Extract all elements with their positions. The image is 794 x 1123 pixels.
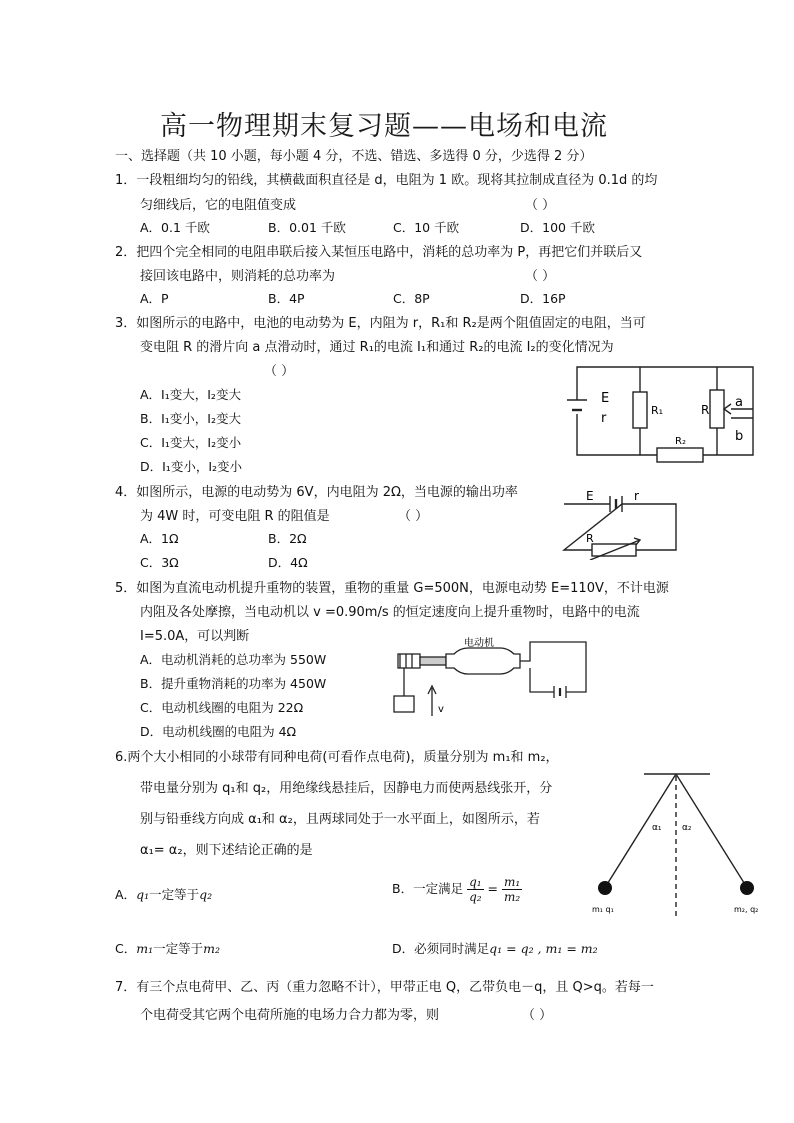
q5-option-b: B．提升重物消耗的功率为 450W [140,676,327,691]
q6-line3: 别与铅垂线方向成 α₁和 α₂，且两球同处于一水平面上，如图所示，若 [140,812,540,827]
q6-line4: α₁= α₂，则下述结论正确的是 [140,843,313,858]
q3-fig-R1-label: R₁ [651,404,664,417]
q5-line1: 5．如图为直流电动机提升重物的装置，重物的重量 G=500N，电源电动势 E=110V，不计电源 [115,581,669,596]
q6-ball-left [598,881,612,895]
q5-fig-motor-label: 电动机 [464,638,494,649]
q1-line1: 1．一段粗细均匀的铅线，其横截面积直径是 d，电阻为 1 欧。现将其拉制成直径为 0.1d 的均 [115,173,658,188]
q2-option-c: C．8P [393,291,430,306]
q5-option-c: C．电动机线圈的电阻为 22Ω [140,700,304,715]
q4-option-b: B．2Ω [268,531,307,546]
q3-circuit-diagram [565,362,765,467]
q3-option-b: B．I₁变小，I₂变大 [140,411,241,426]
q6-line2: 带电量分别为 q₁和 q₂，用绝缘线悬挂后，因静电力而使两悬线张开，分 [140,781,553,796]
q3-fig-b-label: b [735,429,744,444]
q3-fig-R-label: R [701,403,710,417]
q5-option-a: A．电动机消耗的总功率为 550W [140,652,327,667]
q3-option-a: A．I₁变大，I₂变大 [140,387,241,402]
section-header: 一、选择题（共 10 小题，每小题 4 分，不选、错选、多选得 0 分，少选得 2 分） [115,149,593,164]
q6-line1: 6.两个大小相同的小球带有同种电荷(可看作点电荷)，质量分别为 m₁和 m₂， [115,750,559,765]
q3-option-d: D．I₁变小，I₂变小 [140,459,243,474]
q6-option-a: A．q₁一定等于q₂ [115,887,213,902]
q1-bracket: （ ） [525,198,556,213]
q1-option-a: A．0.1 千欧 [140,220,210,235]
q5-fig-v-label: v [438,704,444,715]
q7-line1: 7．有三个点电荷甲、乙、丙（重力忽略不计），甲带正电 Q，乙带负电－q，且 Q>q。若每一 [115,980,654,995]
q4-line2: 为 4W 时，可变电阻 R 的阻值是 [140,509,330,524]
q6-option-d: D．必须同时满足q₁ = q₂ , m₁ = m₂ [392,941,598,956]
q4-fig-r-label: r [634,489,639,503]
q7-bracket: （ ） [522,1008,553,1023]
q2-option-a: A．P [140,291,169,306]
q6-fig-alpha2: α₂ [682,823,692,833]
q6-pendulum-diagram [588,766,774,918]
q6-option-b-fraction-m: $\frac{\text{m₁}}{\text{m₂}}$ [504,875,521,904]
q6-fig-alpha1: α₁ [652,823,662,833]
q4-circuit-diagram [560,488,680,560]
q6-option-c: C．m₁一定等于m₂ [115,941,220,956]
q3-fig-r-label: r [601,411,607,426]
q6-ball-right [740,881,754,895]
q3-fig-R2-label: R₂ [675,436,686,447]
q3-bracket: （ ） [264,364,295,379]
q2-option-b: B．4P [268,291,305,306]
q1-option-d: D．100 千欧 [520,220,595,235]
q1-line2: 匀细线后，它的电阻值变成 [140,198,297,213]
page-title: 高一物理期末复习题——电场和电流 [160,111,608,142]
q2-bracket: （ ） [525,269,556,284]
q3-line1: 3．如图所示的电路中，电池的电动势为 E，内阻为 r，R₁和 R₂是两个阻值固定的电阻，当可 [115,316,646,331]
q6-option-b-fraction-q: $\frac{\text{q₁}}{\text{q₂}}$ [469,875,482,904]
q5-line3: I=5.0A，可以判断 [140,629,250,644]
q6-option-b: B．一定满足 $\frac{\text{q₁}}{\text{q₂}}$ = $\frac{\text{m₁}}{\text{m₂}}$ [392,875,521,904]
q1-option-c: C．10 千欧 [393,220,460,235]
q4-fig-E-label: E [586,489,594,503]
q4-option-a: A．1Ω [140,531,179,546]
q7-line2: 个电荷受其它两个电荷所施的电场力合力都为零，则 [140,1008,440,1023]
q3-line2: 变电阻 R 的滑片向 a 点滑动时，通过 R₁的电流 I₁和通过 R₂的电流 I₂的变化情况为 [140,340,614,355]
q2-line1: 2．把四个完全相同的电阻串联后接入某恒压电路中，消耗的总功率为 P，再把它们并联后又 [115,245,643,260]
q6-fig-right-label: m₂, q₂ [734,905,759,914]
q1-option-b: B．0.01 千欧 [268,220,346,235]
q5-motor-diagram [392,636,592,722]
q4-fig-R-label: R [586,532,594,545]
q2-option-d: D．16P [520,291,566,306]
q2-line2: 接回该电路中，则消耗的总功率为 [140,269,336,284]
q3-fig-a-label: a [735,395,743,410]
q6-fig-left-label: m₁ q₁ [592,905,614,914]
q4-option-d: D．4Ω [268,555,308,570]
q3-option-c: C．I₁变大，I₂变小 [140,435,242,450]
q4-bracket: （ ） [398,509,429,524]
q3-fig-E-label: E [601,391,610,406]
q4-option-c: C．3Ω [140,555,179,570]
q5-option-d: D．电动机线圈的电阻为 4Ω [140,724,297,739]
q4-line1: 4．如图所示，电源的电动势为 6V，内电阻为 2Ω，当电源的输出功率 [115,485,518,500]
q5-line2: 内阻及各处摩擦，当电动机以 v =0.90m/s 的恒定速度向上提升重物时，电路中的电流 [140,605,640,620]
